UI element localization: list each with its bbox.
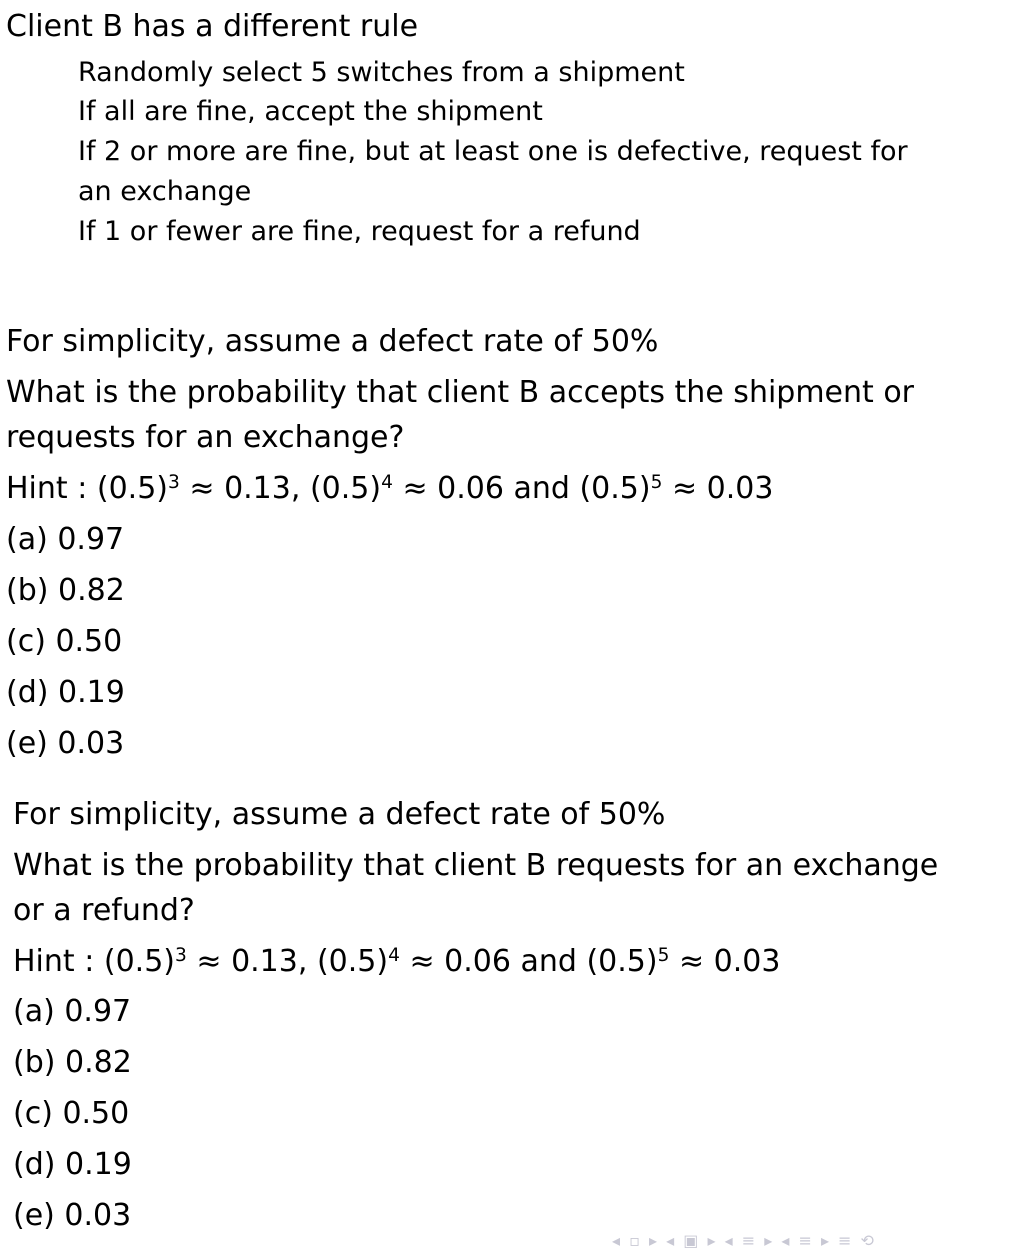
hint-exponent: 3 [175, 944, 187, 966]
hint-exponent: 4 [381, 471, 393, 493]
answer-option-c: (c) 0.50 [6, 624, 123, 659]
hint-line [13, 944, 781, 979]
hint-value: ≈ 0.13, [196, 944, 308, 979]
hint-label: Hint : [13, 944, 95, 979]
hint-value: ≈ 0.03 [671, 471, 774, 506]
hint-exponent: 4 [388, 944, 400, 966]
hint-base: (0.5) [586, 944, 658, 979]
hint-label: Hint : [6, 471, 88, 506]
hint-base: (0.5) [579, 471, 651, 506]
hint-value: ≈ 0.03 [678, 944, 781, 979]
hint-base: (0.5) [309, 471, 382, 506]
hint-value: ≈ 0.06 and [409, 944, 577, 979]
rule-item: If 2 or more are fine, but at least one is defective, request for [78, 136, 908, 167]
answer-option-a: (a) 0.97 [13, 994, 132, 1029]
slide-title: Client B has a different rule [6, 9, 419, 44]
answer-option-c: (c) 0.50 [13, 1096, 130, 1131]
hint-exponent: 5 [657, 944, 670, 966]
answer-option-a: (a) 0.97 [6, 522, 125, 557]
rule-item: Randomly select 5 switches from a shipment [78, 57, 685, 88]
hint-value: ≈ 0.06 and [402, 471, 570, 506]
question-text: requests for an exchange? [6, 420, 405, 455]
hint-exponent: 3 [168, 471, 180, 493]
slide-navigation-icons[interactable]: ◂ ▫ ▸ ◂ ▣ ▸ ◂ ≡ ▸ ◂ ≡ ▸ ≡ ⟲ [612, 1231, 876, 1250]
answer-option-d: (d) 0.19 [6, 675, 125, 710]
question-text: What is the probability that client B requests for an exchange [13, 848, 939, 883]
answer-option-d: (d) 0.19 [13, 1147, 132, 1182]
rule-item: If 1 or fewer are fine, request for a refund [78, 216, 641, 247]
answer-option-e: (e) 0.03 [6, 726, 125, 761]
hint-exponent: 5 [650, 471, 663, 493]
answer-option-e: (e) 0.03 [13, 1198, 132, 1233]
hint-base: (0.5) [316, 944, 389, 979]
hint-line [6, 471, 774, 506]
answer-option-b: (b) 0.82 [6, 573, 125, 608]
answer-option-b: (b) 0.82 [13, 1045, 132, 1080]
hint-base: (0.5) [96, 471, 168, 506]
question-text: or a refund? [13, 893, 195, 928]
rule-item: If all are fine, accept the shipment [78, 96, 543, 127]
assumption-text: For simplicity, assume a defect rate of 50% [6, 324, 659, 359]
assumption-text: For simplicity, assume a defect rate of 50% [13, 797, 666, 832]
hint-value: ≈ 0.13, [189, 471, 301, 506]
hint-base: (0.5) [103, 944, 175, 979]
rule-item: an exchange [78, 176, 252, 207]
question-text: What is the probability that client B accepts the shipment or [6, 375, 915, 410]
